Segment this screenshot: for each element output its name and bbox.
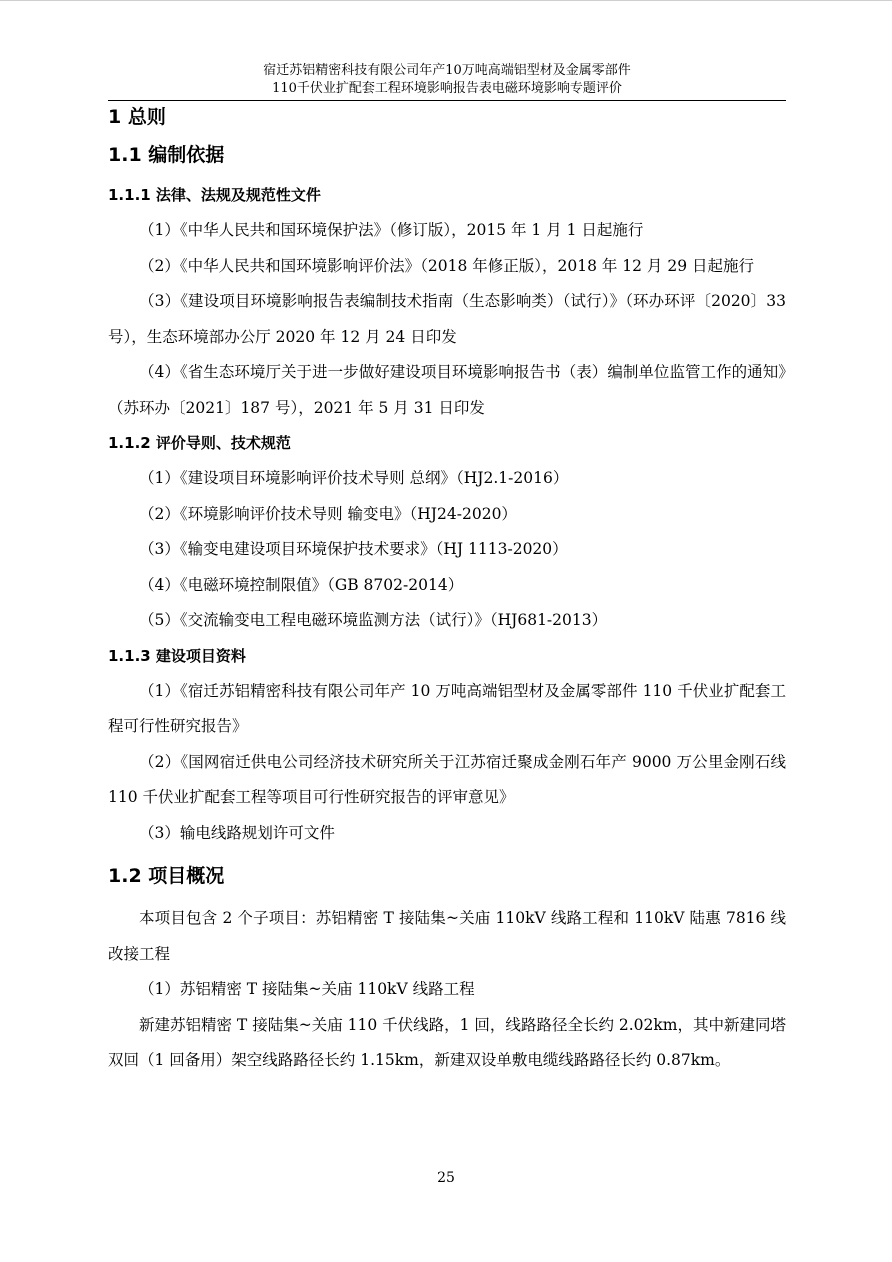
- law-item-3: （3）《建设项目环境影响报告表编制技术指南（生态影响类）（试行）》（环办环评〔2020〕33 号），生态环境部办公厅 2020 年 12 月 24 日印发: [108, 292, 786, 346]
- project-doc-item-1: （1）《宿迁苏铝精密科技有限公司年产 10 万吨高端铝型材及金属零部件 110 千伏业扩配套工程可行性研究报告》: [108, 681, 786, 735]
- standard-item-2: （2）《环境影响评价技术导则 输变电》（HJ24-2020）: [139, 504, 517, 523]
- section-1-1-1-title: 1.1.1 法律、法规及规范性文件: [108, 186, 321, 204]
- page-number: 25: [437, 1170, 455, 1186]
- standard-item-3: （3）《输变电建设项目环境保护技术要求》（HJ 1113-2020）: [139, 540, 568, 558]
- section-1-1-title: 1.1 编制依据: [108, 144, 225, 166]
- overview-paragraph-2: （1）苏铝精密 T 接陆集~关庙 110kV 线路工程: [139, 980, 475, 998]
- section-1-1-3-title: 1.1.3 建设项目资料: [108, 646, 246, 665]
- overview-paragraph-3: 新建苏铝精密 T 接陆集~关庙 110 千伏线路，1 回，线路路径全长约 2.02km，其中新建同塔双回（1 回备用）架空线路路径长约 1.15km，新建双设单敷电缆线路路径长约 0.87km。: [108, 1015, 786, 1069]
- section-1-title: 1 总则: [108, 106, 166, 128]
- standard-item-1: （1）《建设项目环境影响评价技术导则 总纲》（HJ2.1-2016）: [139, 469, 569, 487]
- standard-item-5: （5）《交流输变电工程电磁环境监测方法（试行）》（HJ681-2013）: [139, 611, 608, 629]
- section-1-2-title: 1.2 项目概况: [108, 865, 225, 887]
- standard-item-4: （4）《电磁环境控制限值》（GB 8702-2014）: [139, 575, 464, 594]
- header-line-2: 110千伏业扩配套工程环境影响报告表电磁环境影响专题评价: [272, 81, 622, 96]
- law-item-2: （2）《中华人民共和国环境影响评价法》（2018 年修正版），2018 年 12 月 29 日起施行: [139, 256, 755, 275]
- project-doc-item-2: （2）《国网宿迁供电公司经济技术研究所关于江苏宿迁聚成金刚石年产 9000 万公里金刚石线 110 千伏业扩配套工程等项目可行性研究报告的评审意见》: [108, 752, 786, 806]
- page-body: [108, 101, 786, 1079]
- law-item-1: （1）《中华人民共和国环境保护法》（修订版），2015 年 1 月 1 日起施行: [139, 221, 644, 239]
- law-item-4: （4）《省生态环境厅关于进一步做好建设项目环境影响报告书（表）编制单位监管工作的通知》（苏环办〔2021〕187 号），2021 年 5 月 31 日印发: [108, 363, 786, 417]
- page-top-border: [0, 0, 892, 1]
- project-doc-item-3: （3）输电线路规划许可文件: [139, 823, 335, 842]
- header-line-1: 宿迁苏铝精密科技有限公司年产10万吨高端铝型材及金属零部件: [263, 63, 631, 78]
- section-1-1-2-title: 1.1.2 评价导则、技术规范: [108, 434, 291, 452]
- overview-paragraph-1: 本项目包含 2 个子项目：苏铝精密 T 接陆集~关庙 110kV 线路工程和 110kV 陆惠 7816 线改接工程: [108, 909, 786, 963]
- running-header: [108, 62, 786, 98]
